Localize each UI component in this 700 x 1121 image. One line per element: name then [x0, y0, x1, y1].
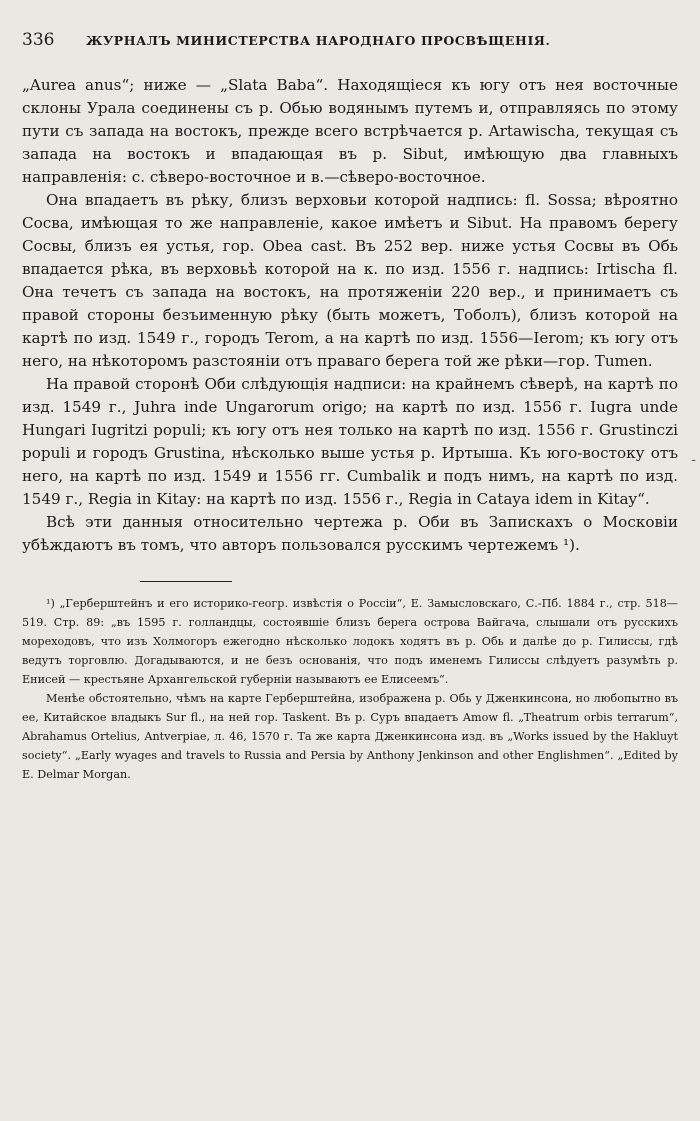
running-head: ЖУРНАЛЪ МИНИСТЕРСТВА НАРОДНАГО ПРОСВѢЩЕНІЯ.: [86, 33, 551, 48]
paragraph: „Aurea anus“; ниже — „Slata Baba“. Находящіеся къ югу отъ нея восточные склоны Урала соединены съ р. Обью водянымъ путемъ и, отправляясь по этому пути съ запада на востокъ, прежде всего встрѣчается р. Artawischa, текущая съ запада на востокъ и впадающая въ р. Sibut, имѣющую два главныхъ направленія: с. сѣверо-восточное и в.—сѣверо-восточное.: [22, 76, 678, 186]
page-header: [22, 30, 678, 54]
footnote-divider: [140, 581, 232, 582]
footnotes: [22, 594, 678, 784]
footnote: Менѣе обстоятельно, чѣмъ на карте Герберштейна, изображена р. Обь у Дженкинсона, но любопытно въ ее, Китайское владыкъ Sur fl., на ней гор. Taskent. Въ р. Суръ впадаетъ Amow fl. „Theatrum orbis terrarum“, Abrahamus Ortelius, Antverpiae, л. 46, 1570 г. Та же карта Дженкинсона изд. въ „Works issued by the Hakluyt society“. „Early wyages and travels to Russia and Persia by Anthony Jenkinson and other Englishmen“. „Edited by E. Delmar Morgan.: [22, 692, 678, 781]
page-number: 336: [22, 30, 55, 50]
paragraph: На правой сторонѣ Оби слѣдующія надписи: на крайнемъ сѣверѣ, на картѣ по изд. 1549 г., Juhra inde Ungarorum origo; на картѣ по изд. 1556 г. Iugra unde Hungari Iugritzi populi; къ югу отъ нея только на картѣ по изд. 1556 г. Grustinczi populi и городъ Grustina, нѣсколько выше устья р. Иртыша. Къ юго-востоку отъ него, на картѣ по изд. 1549 и 1556 гг. Cumbalik и подъ нимъ, на картѣ по изд. 1549 г., Regia in Kitay: на картѣ по изд. 1556 г., Regia in Cataya idem in Kitay“.: [22, 375, 678, 508]
footnote: ¹) „Герберштейнъ и его историко-геогр. извѣстія о Россіи“, Е. Замысловскаго, С.-Пб. 1884 г., стр. 518—519. Стр. 89: „въ 1595 г. голландцы, состоявшіе близъ берега острова Вайгача, слышали отъ русскихъ мореходовъ, что изъ Холмогоръ ежегодно нѣсколько лодокъ ходятъ въ р. Обь и далѣе до р. Гилиссы, гдѣ ведутъ торговлю. Догадываются, и не безъ основанія, что подъ именемъ Гилиссы слѣдуетъ разумѣть р. Енисей — крестьяне Архангельской губерніи называютъ ее Елисеемъ“.: [22, 597, 678, 686]
margin-mark: -: [691, 452, 696, 468]
paragraph: Всѣ эти данныя относительно чертежа р. Оби въ Запискахъ о Московіи убѣждаютъ въ томъ, что авторъ пользовался русскимъ чертежемъ ¹).: [22, 513, 678, 554]
paragraph: Она впадаетъ въ рѣку, близъ верховьи которой надпись: fl. Sossa; вѣроятно Сосва, имѣющая то же направленіе, какое имѣетъ и Sibut. На правомъ берегу Сосвы, близъ ея устья, гор. Obea cast. Въ 252 вер. ниже устья Сосвы въ Обь впадается рѣка, въ верховьѣ которой на к. по изд. 1556 г. надпись: Irtischa fl. Она течетъ съ запада на востокъ, на протяженіи 220 вер., и принимаетъ съ правой стороны безъименную рѣку (быть можетъ, Тоболъ), близъ которой на картѣ по изд. 1549 г., городъ Terom, а на картѣ по изд. 1556—Ierom; къ югу отъ него, на нѣкоторомъ разстояніи отъ праваго берега той же рѣки—гор. Tumen.: [22, 191, 678, 370]
body-text: [22, 74, 678, 557]
